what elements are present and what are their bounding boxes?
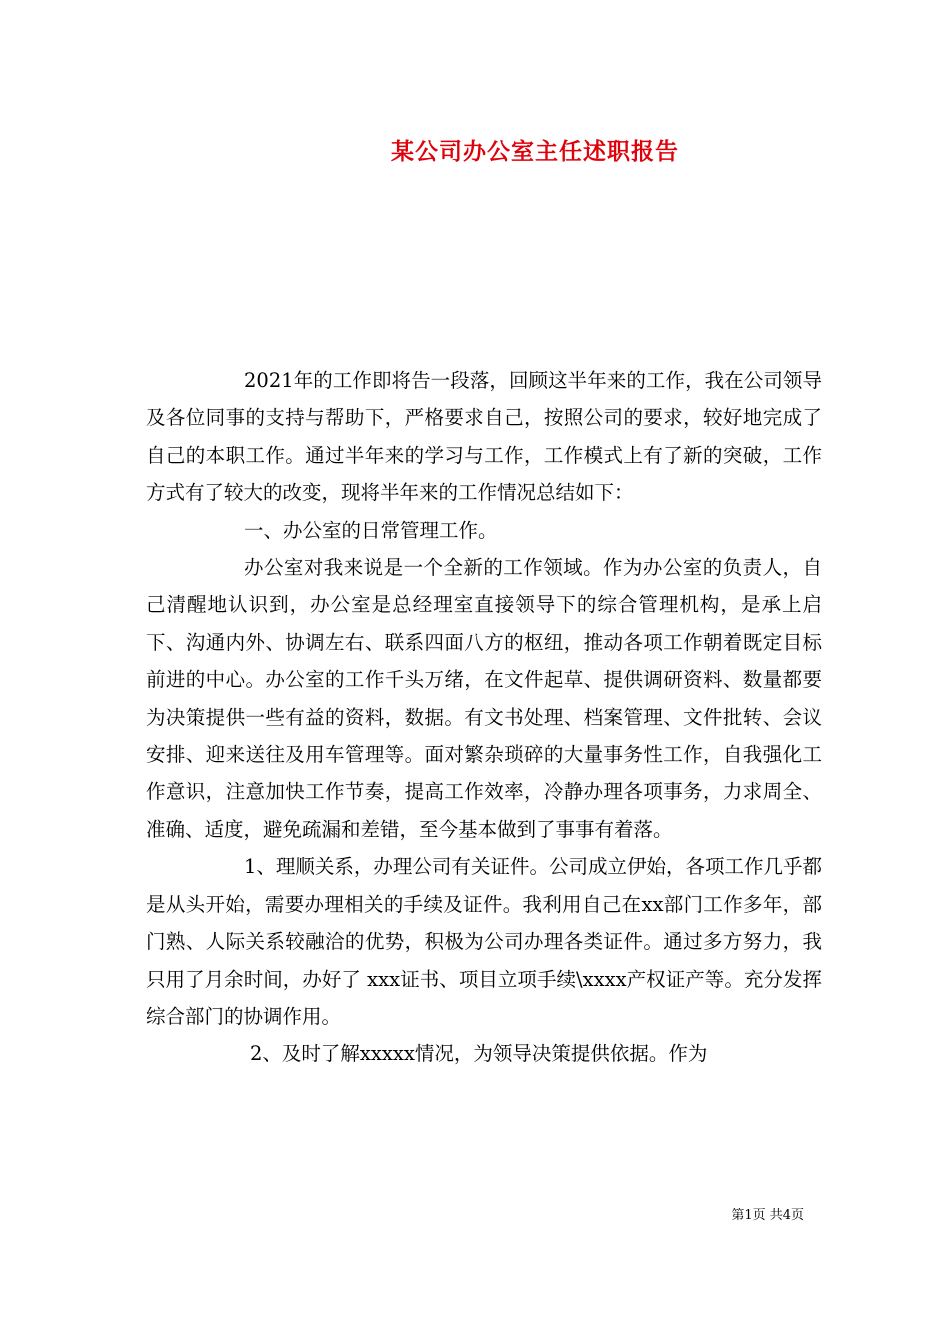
paragraph-item-2: 2、及时了解xxxxx情况，为领导决策提供依据。作为 — [250, 1042, 708, 1066]
page-footer: 第1页 共4页 — [731, 1208, 804, 1223]
document-body — [146, 362, 822, 1073]
paragraph-section-heading: 一、办公室的日常管理工作。 — [244, 518, 498, 542]
page-title: 某公司办公室主任述职报告 — [391, 138, 679, 165]
paragraph-intro: 2021年的工作即将告一段落，回顾这半年来的工作，我在公司领导及各位同事的支持与帮助下，严格要求自己，按照公司的要求，较好地完成了自己的本职工作。通过半年来的学习与工作，工作模式上有了新的突破，工作方式有了较大的改变，现将半年来的工作情况总结如下： — [146, 369, 822, 505]
paragraph-office-work: 办公室对我来说是一个全新的工作领域。作为办公室的负责人，自己清醒地认识到，办公室是总经理室直接领导下的综合管理机构，是承上启下、沟通内外、协调左右、联系四面八方的枢纽，推动各项工作朝着既定目标前进的中心。办公室的工作千头万绪，在文件起草、提供调研资料、数量都要为决策提供一些有益的资料，数据。有文书处理、档案管理、文件批转、会议安排、迎来送往及用车管理等。面对繁杂琐碎的大量事务性工作，自我强化工作意识，注意加快工作节奏，提高工作效率，冷静办理各项事务，力求周全、准确、适度，避免疏漏和差错，至今基本做到了事事有着落。 — [146, 556, 822, 841]
paragraph-item-1: 1、理顺关系，办理公司有关证件。公司成立伊始，各项工作几乎都是从头开始，需要办理相关的手续及证件。我利用自己在xx部门工作多年，部门熟、人际关系较融洽的优势，积极为公司办理各类证件。通过多方努力，我只用了月余时间，办好了 xxx证书、项目立项手续\xxxx产权证产等。充分发挥综合部门的协调作用。 — [146, 855, 822, 1028]
